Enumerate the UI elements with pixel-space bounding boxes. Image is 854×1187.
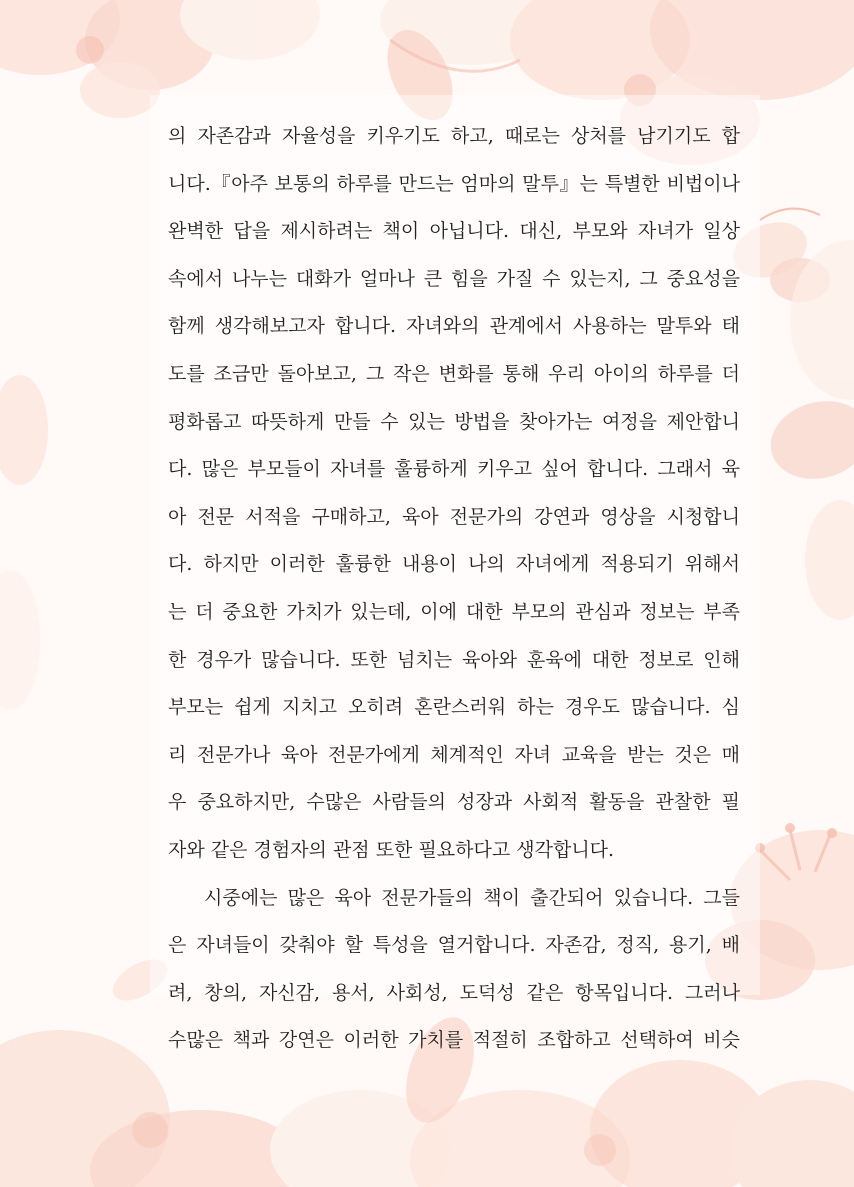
text-line: 다. 많은 부모들이 자녀를 훌륭하게 키우고 싶어 합니다. 그래서 육 [168,458,740,481]
text-line: 수많은 책과 강연은 이러한 가치를 적절히 조합하고 선택하여 비슷 [168,1029,740,1052]
text-line: 리 전문가나 육아 전문가에게 체계적인 자녀 교육을 받는 것은 매 [168,743,740,766]
text-line: 아 전문 서적을 구매하고, 육아 전문가의 강연과 영상을 시청합니 [168,505,740,528]
text-line: 완벽한 답을 제시하려는 책이 아닙니다. 대신, 부모와 자녀가 일상 [168,220,740,243]
text-line: 은 자녀들이 갖춰야 할 특성을 열거합니다. 자존감, 정직, 용기, 배 [168,934,740,957]
text-line: 함께 생각해보고자 합니다. 자녀와의 관계에서 사용하는 말투와 태 [168,315,740,338]
text-line: 다. 하지만 이러한 훌륭한 내용이 나의 자녀에게 적용되기 위해서 [168,553,740,576]
paragraph-start-line: 시중에는 많은 육아 전문가들의 책이 출간되어 있습니다. 그들 [204,886,740,909]
text-line: 부모는 쉽게 지치고 오히려 혼란스러워 하는 경우도 많습니다. 심 [168,696,740,719]
text-line: 도를 조금만 돌아보고, 그 작은 변화를 통해 우리 아이의 하루를 더 [168,362,740,385]
text-line: 평화롭고 따뜻하게 만들 수 있는 방법을 찾아가는 여정을 제안합니 [168,410,740,433]
body-text [168,113,740,1065]
text-line: 속에서 나누는 대화가 얼마나 큰 힘을 가질 수 있는지, 그 중요성을 [168,267,740,290]
text-line: 는 더 중요한 가치가 있는데, 이에 대한 부모의 관심과 정보는 부족 [168,600,740,623]
paragraph-end-line: 자와 같은 경험자의 관점 또한 필요하다고 생각합니다. [168,838,615,861]
text-line: 한 경우가 많습니다. 또한 넘치는 육아와 훈육에 대한 정보로 인해 [168,648,740,671]
text-line: 우 중요하지만, 수많은 사람들의 성장과 사회적 활동을 관찰한 필 [168,791,740,814]
text-line: 의 자존감과 자율성을 키우기도 하고, 때로는 상처를 남기기도 합 [168,125,740,147]
text-line: 니다.『아주 보통의 하루를 만드는 엄마의 말투』는 특별한 비법이나 [168,172,740,195]
text-line: 려, 창의, 자신감, 용서, 사회성, 도덕성 같은 항목입니다. 그러나 [168,981,740,1004]
